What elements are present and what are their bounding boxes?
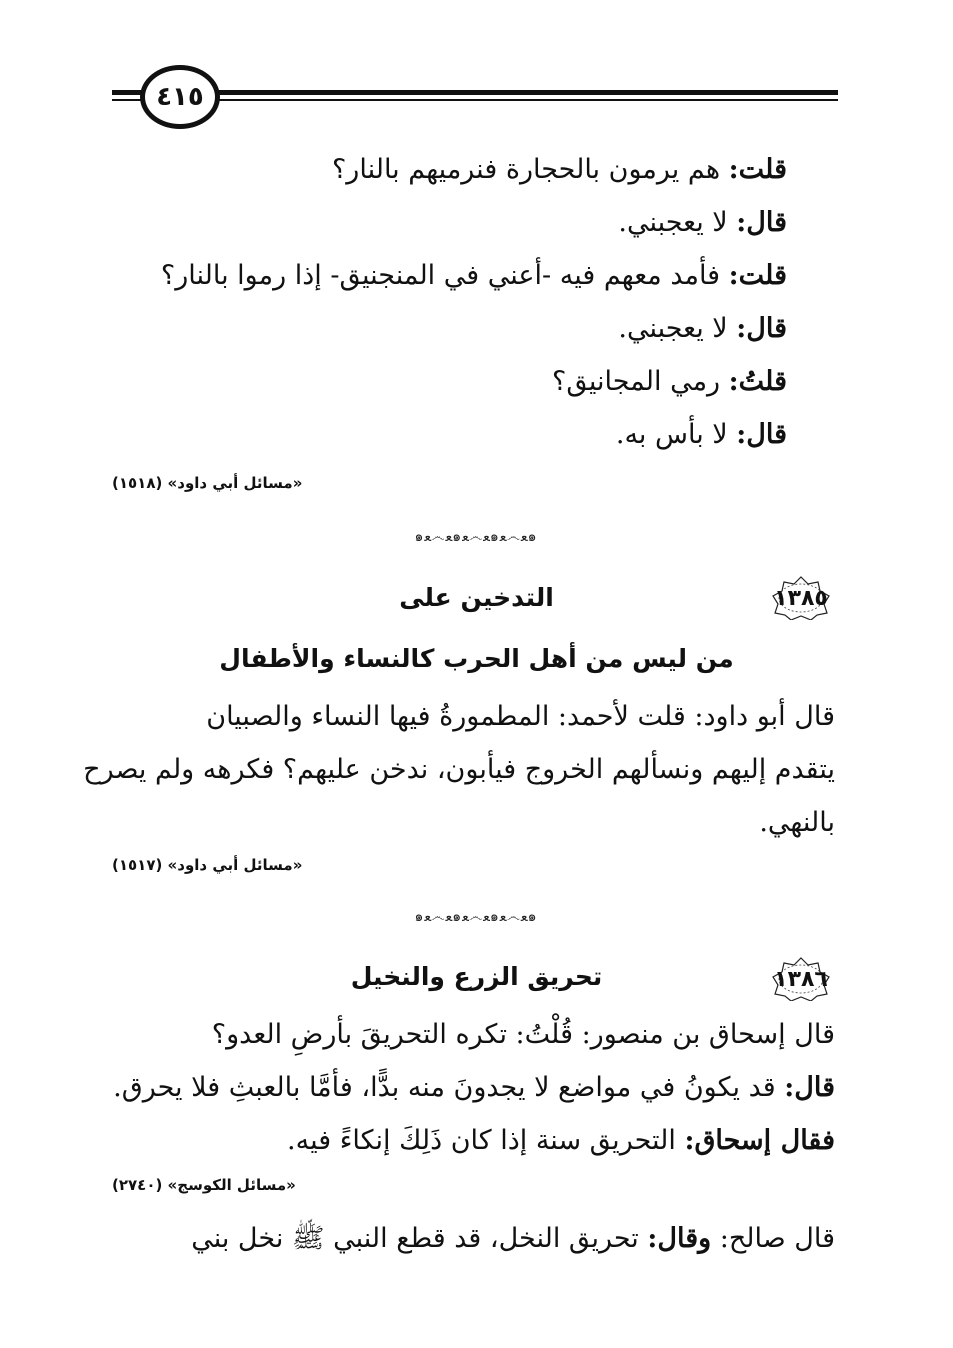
speaker-label: قال: — [736, 313, 787, 344]
section-title: تحريق الزرع والنخيل — [350, 962, 603, 991]
section-divider-ornament: ๑ﻌ෴ﻌ๑ﻌ෴ﻌ๑ﻌ෴ﻌ๑ — [414, 909, 538, 925]
dialogue-line — [618, 309, 787, 349]
speaker-label: قلت: — [728, 154, 787, 185]
dialogue-line — [552, 362, 787, 402]
section-number: ١٣٨٦ — [774, 966, 828, 992]
speaker-label: وقال: — [647, 1223, 712, 1254]
speaker-label: فقال إسحاق: — [684, 1125, 835, 1156]
dialogue-line — [618, 203, 787, 243]
page-number: ٤١٥ — [140, 65, 220, 129]
paragraph-line: بالنهي. — [759, 807, 835, 838]
source-citation: «مسائل الكوسج» (٢٧٤٠) — [112, 1176, 296, 1194]
dialogue-line — [161, 256, 787, 296]
paragraph-line: قال أبو داود: قلت لأحمد: المطمورةُ فيها النساء والصبيان — [206, 701, 835, 732]
paragraph-line — [287, 1121, 835, 1161]
section-title: التدخين على — [399, 583, 554, 612]
line-text: التحريق سنة إذا كان ذَلِكَ إنكاءً فيه. — [287, 1125, 685, 1156]
section-subtitle: من ليس من أهل الحرب كالنساء والأطفال — [219, 644, 734, 673]
line-text: قال صالح: — [711, 1223, 835, 1254]
line-text: لا يعجبني. — [618, 313, 737, 344]
line-text: رمي المجانيق؟ — [551, 366, 729, 397]
paragraph-line — [113, 1068, 835, 1108]
section-divider-ornament: ๑ﻌ෴ﻌ๑ﻌ෴ﻌ๑ﻌ෴ﻌ๑ — [414, 529, 538, 545]
section-number: ١٣٨٥ — [774, 585, 828, 611]
line-text: هم يرمون بالحجارة فنرميهم بالنار؟ — [331, 154, 729, 185]
speaker-label: قال: — [736, 207, 787, 238]
speaker-label: قلت: — [728, 260, 787, 291]
paragraph-line: يتقدم إليهم ونسألهم الخروج فيأبون، ندخن عليهم؟ فكرهه ولم يصرح — [83, 754, 835, 785]
speaker-label: قال: — [736, 419, 787, 450]
header-rule — [112, 90, 838, 104]
line-text: تحريق النخل، قد قطع النبي ﷺ نخل بني — [191, 1223, 648, 1254]
line-text: قد يكونُ في مواضع لا يجدونَ منه بدًّا، فأمَّا بالعبثِ فلا يحرق. — [113, 1072, 785, 1103]
paragraph-line — [212, 1015, 835, 1055]
dialogue-line — [332, 150, 787, 190]
line-text: قال إسحاق بن منصور: قُلْتُ: تكره التحريقَ بأرضِ العدو؟ — [211, 1019, 835, 1050]
source-citation: «مسائل أبي داود» (١٥١٧) — [112, 856, 303, 874]
line-text: لا يعجبني. — [618, 207, 737, 238]
paragraph-line — [118, 1219, 835, 1259]
line-text: فأمد معهم فيه -أعني في المنجنيق- إذا رموا بالنار؟ — [160, 260, 729, 291]
dialogue-line — [616, 415, 787, 455]
line-text: لا بأس به. — [615, 419, 737, 450]
speaker-label: قال: — [784, 1072, 835, 1103]
speaker-label: قلتُ: — [728, 366, 787, 397]
source-citation: «مسائل أبي داود» (١٥١٨) — [112, 474, 303, 492]
